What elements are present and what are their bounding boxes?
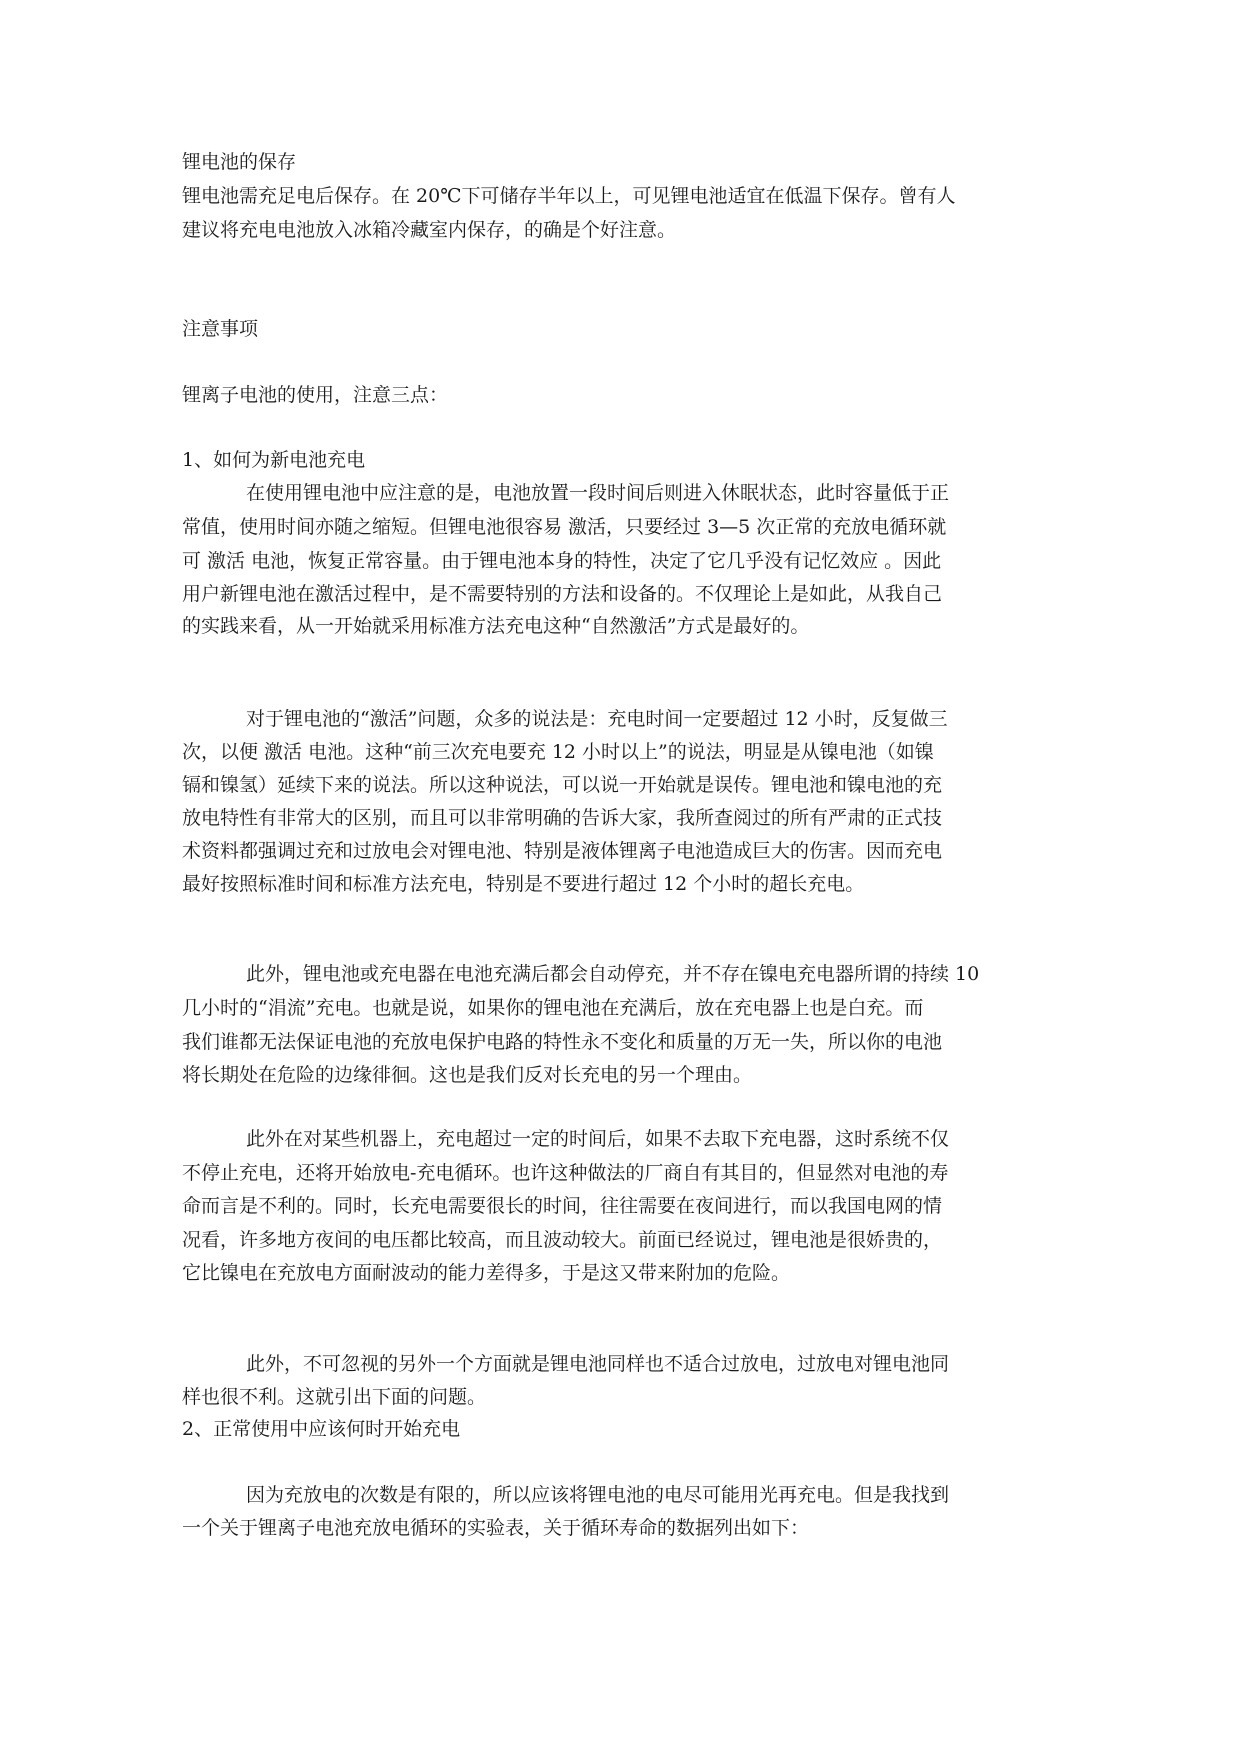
paragraph-line: 在使用锂电池中应注意的是，电池放置一段时间后则进入休眠状态，此时容量低于正 [246,482,950,504]
paragraph-line: 命而言是不利的。同时，长充电需要很长的时间，往往需要在夜间进行，而以我国电网的情 [182,1195,943,1217]
section2-heading: 2、正常使用中应该何时开始充电 [182,1418,461,1440]
paragraph-line: 次，以便 激活 电池。这种“前三次充电要充 12 小时以上”的说法，明显是从镍电池（如镍 [182,741,934,763]
paragraph-line: 一个关于锂离子电池充放电循环的实验表，关于循环寿命的数据列出如下： [182,1517,810,1539]
paragraph-line: 况看，许多地方夜间的电压都比较高，而且波动较大。前面已经说过，锂电池是很娇贵的， [182,1229,943,1251]
storage-line: 锂电池需充足电后保存。在 20℃下可储存半年以上，可见锂电池适宜在低温下保存。曾有人 [182,185,956,207]
paragraph-line: 因为充放电的次数是有限的，所以应该将锂电池的电尽可能用光再充电。但是我找到 [246,1484,950,1506]
paragraph-line: 常值，使用时间亦随之缩短。但锂电池很容易 激活，只要经过 3—5 次正常的充放电循环就 [182,516,947,538]
paragraph-line: 此外，锂电池或充电器在电池充满后都会自动停充，并不存在镍电充电器所谓的持续 10 [246,963,980,985]
paragraph-line: 镉和镍氢）延续下来的说法。所以这种说法，可以说一开始就是误传。锂电池和镍电池的充 [182,774,943,796]
paragraph-line: 用户新锂电池在激活过程中，是不需要特别的方法和设备的。不仅理论上是如此，从我自己 [182,583,943,605]
paragraph-line: 的实践来看，从一开始就采用标准方法充电这种“自然激活”方式是最好的。 [182,615,810,637]
paragraph-line: 将长期处在危险的边缘徘徊。这也是我们反对长充电的另一个理由。 [182,1064,753,1086]
paragraph-line: 不停止充电，还将开始放电-充电循环。也许这种做法的厂商自有其目的，但显然对电池的寿 [182,1162,949,1184]
paragraph-line: 可 激活 电池，恢复正常容量。由于锂电池本身的特性，决定了它几乎没有记忆效应 。因此 [182,550,942,572]
paragraph-line: 它比镍电在充放电方面耐波动的能力差得多，于是这又带来附加的危险。 [182,1262,791,1284]
storage-line: 建议将充电电池放入冰箱冷藏室内保存，的确是个好注意。 [182,219,677,241]
paragraph-line: 我们谁都无法保证电池的充放电保护电路的特性永不变化和质量的万无一失，所以你的电池 [182,1031,943,1053]
paragraph-line: 几小时的“涓流”充电。也就是说，如果你的锂电池在充满后，放在充电器上也是白充。而 [182,997,924,1019]
paragraph-line: 样也很不利。这就引出下面的问题。 [182,1386,487,1408]
paragraph-line: 最好按照标准时间和标准方法充电，特别是不要进行超过 12 个小时的超长充电。 [182,873,865,895]
paragraph-line: 此外在对某些机器上，充电超过一定的时间后，如果不去取下充电器，这时系统不仅 [246,1128,950,1150]
storage-heading: 锂电池的保存 [182,151,297,173]
paragraph-line: 术资料都强调过充和过放电会对锂电池、特别是液体锂离子电池造成巨大的伤害。因而充电 [182,840,943,862]
paragraph-line: 此外，不可忽视的另外一个方面就是锂电池同样也不适合过放电，过放电对锂电池同 [246,1353,950,1375]
paragraph-line: 对于锂电池的“激活”问题，众多的说法是：充电时间一定要超过 12 小时，反复做三 [246,708,948,730]
section1-heading: 1、如何为新电池充电 [182,449,366,471]
usage-intro: 锂离子电池的使用，注意三点： [182,384,449,406]
paragraph-line: 放电特性有非常大的区别，而且可以非常明确的告诉大家，我所查阅过的所有严肃的正式技 [182,807,943,829]
notes-heading: 注意事项 [182,318,259,340]
